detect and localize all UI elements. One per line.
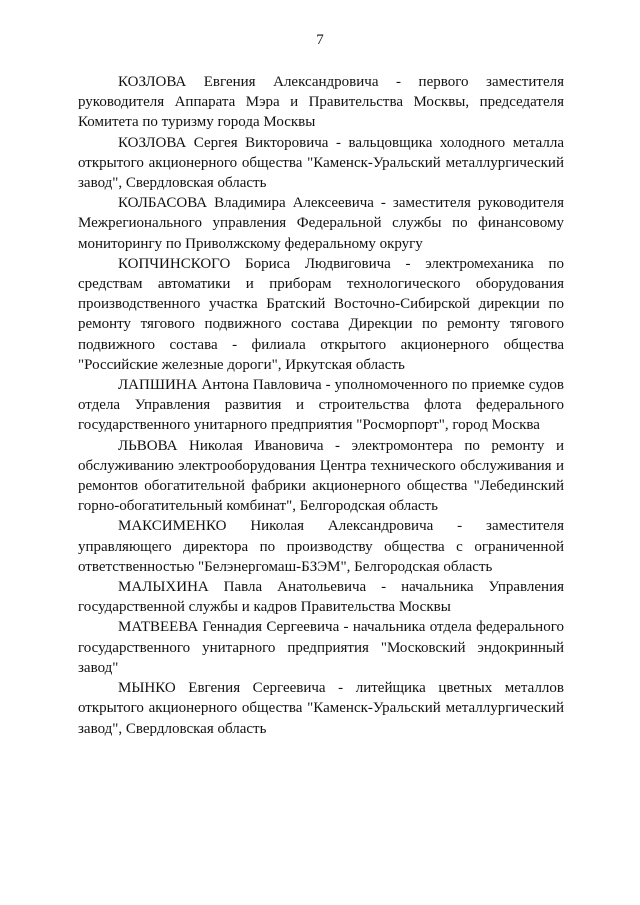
list-item: МЫНКО Евгения Сергеевича - литейщика цветных металлов открытого акционерного общества "Каменск-Уральский металлургический завод", Свердловская область [78, 680, 564, 737]
list-item: КОЗЛОВА Сергея Викторовича - вальцовщика холодного металла открытого акционерного общества "Каменск-Уральский металлургический завод", Свердловская область [78, 134, 564, 192]
page-number: 7 [316, 32, 324, 48]
list-item: МАКСИМЕНКО Николая Александровича - заместителя управляющего директора по производству общества с ограниченной ответственностью "Белэнергомаш-БЗЭМ", Белгородская область [78, 518, 564, 575]
list-item: МАТВЕЕВА Геннадия Сергеевича - начальника отдела федерального государственного унитарного предприятия "Московский эндокринный завод" [78, 619, 564, 676]
list-item: КОЗЛОВА Евгения Александровича - первого заместителя руководителя Аппарата Мэра и Правительства Москвы, председателя Комитета по туризму города Москвы [78, 74, 564, 131]
list-item: МАЛЫХИНА Павла Анатольевича - начальника Управления государственной службы и кадров Правительства Москвы [78, 579, 564, 616]
list-item: ЛАПШИНА Антона Павловича - уполномоченного по приемке судов отдела Управления развития и строительства флота федерального государственного унитарного предприятия "Росморпорт", город Москва [78, 377, 564, 434]
list-item: ЛЬВОВА Николая Ивановича - электромонтера по ремонту и обслуживанию электрооборудования Центра технического обслуживания и ремонтов обогатительной фабрики акционерного общества "Лебединский горно-обогатительный комбинат", Белгородская область [78, 437, 564, 515]
list-item: КОПЧИНСКОГО Бориса Людвиговича - электромеханика по средствам автоматики и приборам технологического оборудования производственного участка Братский Восточно-Сибирской дирекции по ремонту тягового подвижного состава Дирекции по ремонту тягового подвижного состава - филиала открытого акционерного общества "Российские железные дороги", Иркутская область [78, 255, 564, 373]
list-item: КОЛБАСОВА Владимира Алексеевича - заместителя руководителя Межрегионального управления Федеральной службы по финансовому мониторингу по Приволжскому федеральному округу [78, 195, 564, 252]
award-list [78, 72, 564, 739]
